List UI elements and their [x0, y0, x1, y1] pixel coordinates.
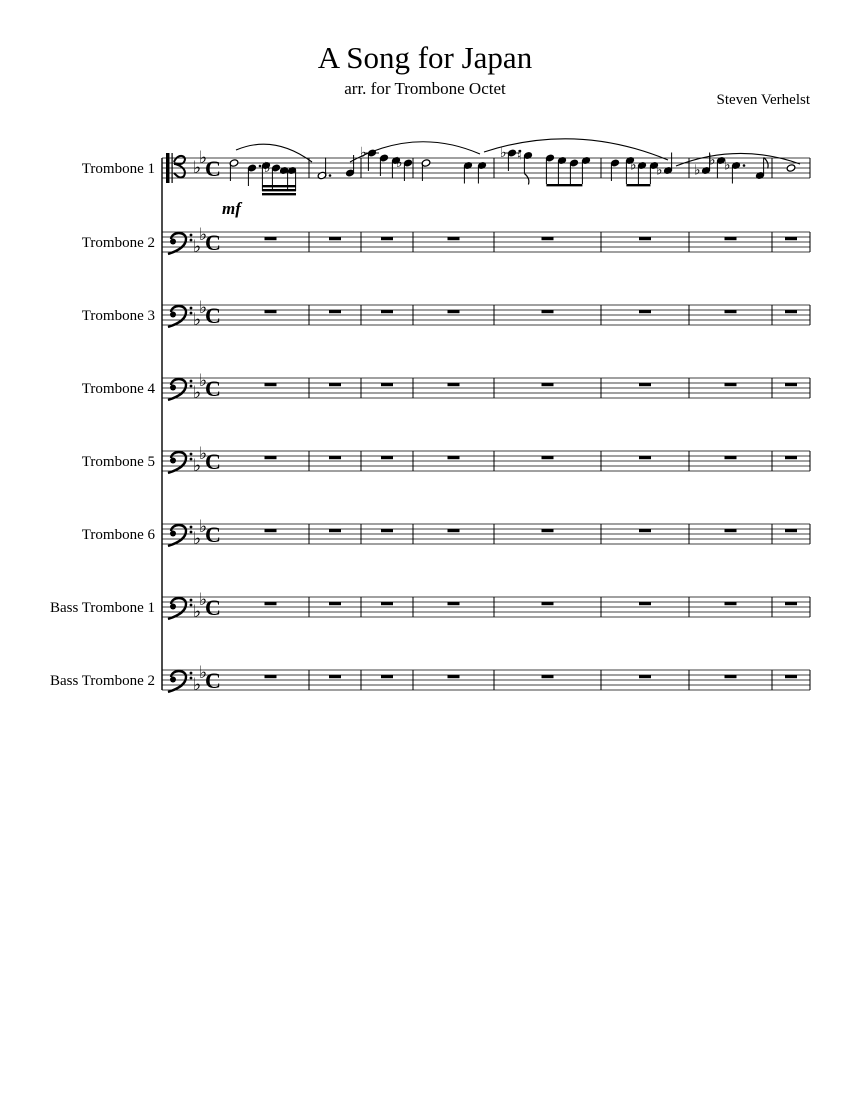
- whole-rest: [381, 456, 393, 459]
- bass-clef-icon: [170, 312, 176, 318]
- whole-rest: [785, 675, 797, 678]
- bass-clef-icon: [170, 531, 176, 537]
- whole-rest: [542, 675, 554, 678]
- flat-icon: ♭: [193, 383, 202, 402]
- flat-icon: ♭: [199, 371, 208, 390]
- bass-clef-icon: [168, 525, 186, 546]
- flat-icon: ♭: [500, 146, 507, 161]
- bass-clef-icon: [168, 379, 186, 400]
- whole-rest: [639, 675, 651, 678]
- note-dot: [329, 174, 332, 177]
- staff-name: Trombone 4: [81, 381, 155, 397]
- flat-icon: ♭: [199, 590, 208, 609]
- bass-clef-icon: [190, 453, 193, 456]
- whole-rest: [265, 237, 277, 240]
- composer-name: Steven Verhelst: [716, 92, 810, 108]
- flat-icon: ♭: [264, 161, 271, 176]
- bass-clef-icon: [168, 233, 186, 254]
- note-head: [786, 164, 796, 172]
- slur: [236, 144, 312, 162]
- bass-clef-icon: [168, 671, 186, 692]
- note-flag: [524, 174, 529, 185]
- whole-rest: [542, 383, 554, 386]
- flat-icon: ♭: [193, 310, 202, 329]
- whole-rest: [542, 529, 554, 532]
- bass-clef-icon: [190, 531, 193, 534]
- whole-rest: [448, 675, 460, 678]
- whole-rest: [329, 602, 341, 605]
- bass-clef-icon: [190, 385, 193, 388]
- bass-clef-icon: [190, 234, 193, 237]
- bass-clef-icon: [190, 239, 193, 242]
- flat-icon: ♭: [199, 444, 208, 463]
- whole-rest: [448, 310, 460, 313]
- whole-rest: [381, 675, 393, 678]
- whole-rest: [448, 383, 460, 386]
- bass-clef-icon: [190, 380, 193, 383]
- time-signature: C: [205, 303, 221, 328]
- bass-clef-icon: [190, 307, 193, 310]
- bass-clef-icon: [190, 604, 193, 607]
- whole-rest: [725, 456, 737, 459]
- whole-rest: [265, 529, 277, 532]
- whole-rest: [448, 237, 460, 240]
- whole-rest: [542, 456, 554, 459]
- flat-icon: ♭: [193, 456, 202, 475]
- whole-rest: [448, 529, 460, 532]
- whole-rest: [639, 310, 651, 313]
- whole-rest: [639, 383, 651, 386]
- bass-clef-icon: [190, 677, 193, 680]
- bass-clef-icon: [190, 458, 193, 461]
- bass-clef-icon: [170, 604, 176, 610]
- whole-rest: [725, 602, 737, 605]
- flat-icon: ♭: [199, 225, 208, 244]
- whole-rest: [265, 456, 277, 459]
- flat-icon: ♭: [724, 158, 731, 174]
- flat-icon: ♭: [199, 663, 208, 682]
- bass-clef-icon: [168, 306, 186, 327]
- bass-clef-icon: [170, 385, 176, 391]
- whole-rest: [785, 456, 797, 459]
- whole-rest: [785, 310, 797, 313]
- whole-rest: [785, 529, 797, 532]
- flat-icon: ♭: [193, 158, 202, 177]
- staff-name: Trombone 2: [81, 235, 155, 251]
- flat-icon: ♭: [193, 529, 202, 548]
- flat-icon: ♭: [193, 237, 202, 256]
- whole-rest: [725, 529, 737, 532]
- time-signature: C: [205, 376, 221, 401]
- flat-icon: ♭: [396, 156, 403, 171]
- whole-rest: [785, 383, 797, 386]
- whole-rest: [381, 529, 393, 532]
- flat-icon: ♭: [630, 158, 637, 174]
- whole-rest: [639, 529, 651, 532]
- note-dot: [743, 164, 746, 167]
- whole-rest: [265, 675, 277, 678]
- flat-icon: ♭: [709, 153, 716, 169]
- whole-rest: [265, 310, 277, 313]
- whole-rest: [381, 383, 393, 386]
- whole-rest: [329, 383, 341, 386]
- bass-clef-icon: [190, 599, 193, 602]
- whole-rest: [725, 383, 737, 386]
- whole-rest: [265, 383, 277, 386]
- time-signature: C: [205, 522, 221, 547]
- bass-clef-icon: [190, 312, 193, 315]
- whole-rest: [448, 456, 460, 459]
- whole-rest: [381, 310, 393, 313]
- whole-rest: [329, 456, 341, 459]
- whole-rest: [725, 237, 737, 240]
- bass-clef-icon: [170, 458, 176, 464]
- flat-icon: ♭: [360, 146, 367, 161]
- time-signature: C: [205, 156, 221, 181]
- time-signature: C: [205, 668, 221, 693]
- time-signature: C: [205, 230, 221, 255]
- tenor-clef-icon: [172, 153, 173, 183]
- flat-icon: ♭: [199, 298, 208, 317]
- bass-clef-icon: [168, 598, 186, 619]
- whole-rest: [329, 675, 341, 678]
- flat-icon: ♭: [199, 148, 208, 167]
- whole-rest: [265, 602, 277, 605]
- note-beam: [262, 185, 296, 187]
- flat-icon: ♭: [656, 163, 663, 179]
- tenor-clef-icon: [166, 153, 170, 183]
- whole-rest: [785, 237, 797, 240]
- staff-name: Trombone 1: [81, 161, 155, 177]
- staff-name: Trombone 3: [81, 308, 155, 324]
- slur: [484, 139, 668, 160]
- whole-rest: [725, 310, 737, 313]
- staff-name: Trombone 6: [81, 527, 155, 543]
- note-beam: [262, 189, 296, 191]
- bass-clef-icon: [190, 672, 193, 675]
- bass-clef-icon: [170, 239, 176, 245]
- score-subtitle: arr. for Trombone Octet: [344, 79, 506, 98]
- staff-name: Bass Trombone 2: [49, 673, 155, 689]
- whole-rest: [639, 602, 651, 605]
- whole-rest: [542, 310, 554, 313]
- whole-rest: [381, 237, 393, 240]
- dynamic-mark: mf: [222, 199, 241, 218]
- whole-rest: [542, 237, 554, 240]
- whole-rest: [725, 675, 737, 678]
- whole-rest: [785, 602, 797, 605]
- flat-icon: ♭: [199, 517, 208, 536]
- score-title: A Song for Japan: [317, 40, 533, 75]
- staff-name: Trombone 5: [81, 454, 155, 470]
- staff-name: Bass Trombone 1: [49, 600, 155, 616]
- whole-rest: [329, 529, 341, 532]
- whole-rest: [381, 602, 393, 605]
- note-dot: [259, 165, 262, 168]
- whole-rest: [448, 602, 460, 605]
- flat-icon: ♭: [193, 675, 202, 694]
- time-signature: C: [205, 595, 221, 620]
- whole-rest: [639, 456, 651, 459]
- flat-icon: ♭: [694, 163, 701, 179]
- whole-rest: [542, 602, 554, 605]
- note-beam: [626, 184, 650, 186]
- bass-clef-icon: [170, 677, 176, 683]
- whole-rest: [639, 237, 651, 240]
- tenor-clef-icon: [174, 164, 185, 178]
- natural-icon: ♮: [517, 147, 522, 163]
- note-beam: [262, 193, 296, 195]
- flat-icon: ♭: [193, 602, 202, 621]
- bass-clef-icon: [190, 526, 193, 529]
- time-signature: C: [205, 449, 221, 474]
- whole-rest: [329, 237, 341, 240]
- note-beam: [546, 184, 582, 186]
- whole-rest: [329, 310, 341, 313]
- bass-clef-icon: [168, 452, 186, 473]
